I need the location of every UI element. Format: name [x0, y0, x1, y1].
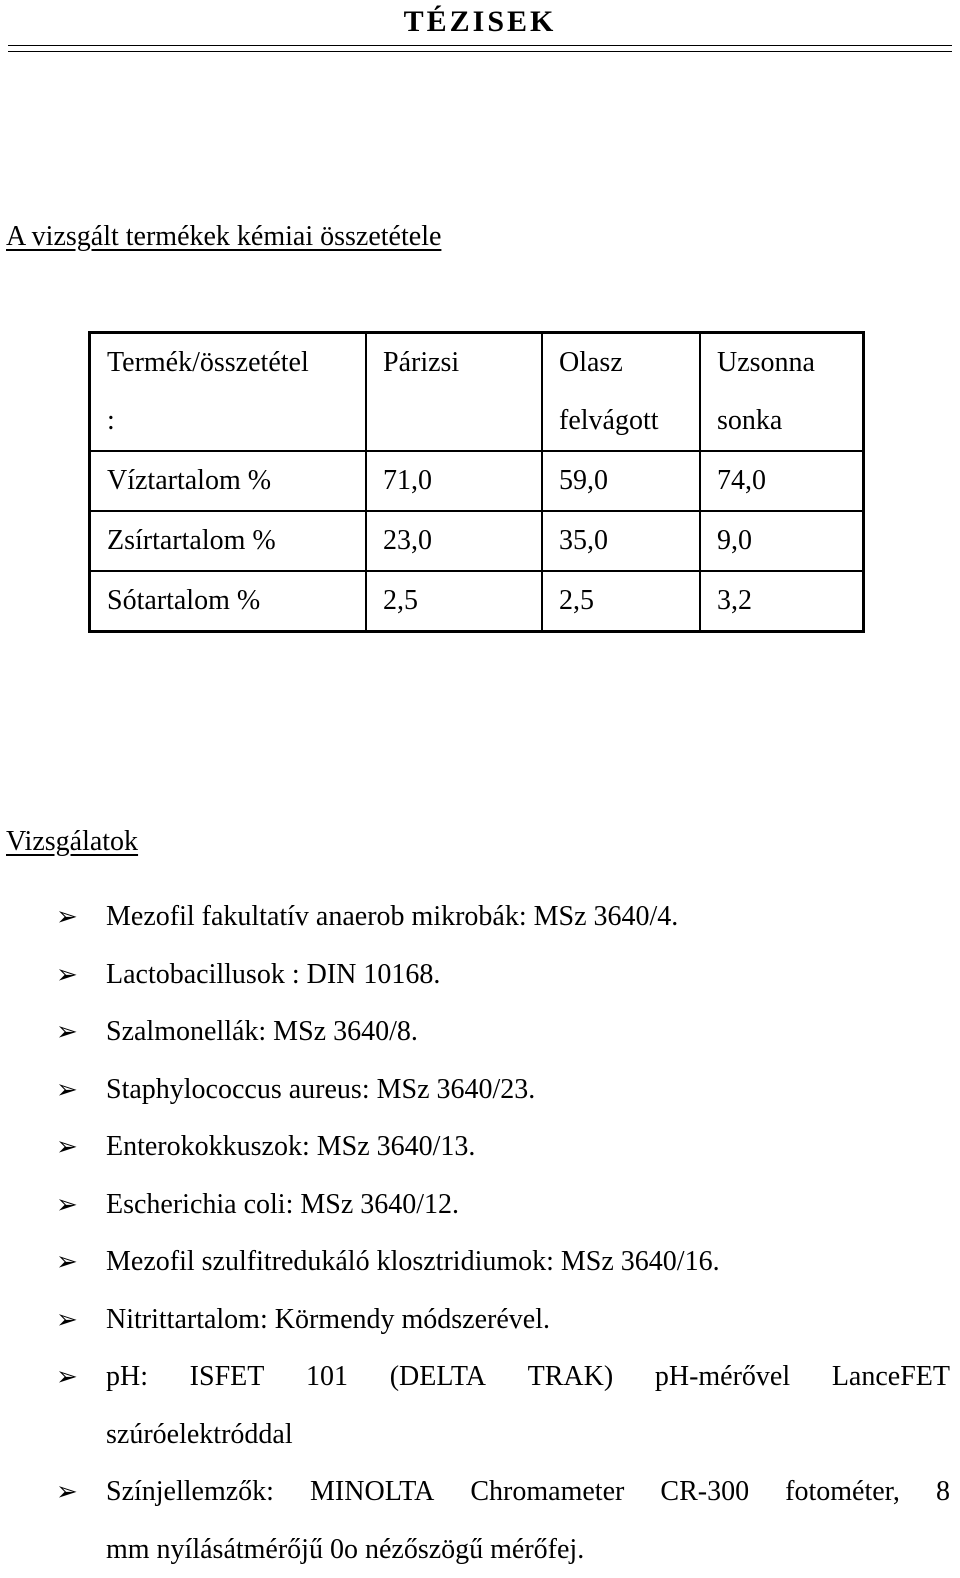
page-title: TÉZISEK — [0, 4, 960, 40]
list-item-text: Mezofil szulfitredukáló klosztridiumok: MSz 3640/16. — [106, 1246, 720, 1277]
arrow-bullet-icon: ➢ — [56, 1348, 78, 1406]
table-cell: 59,0 — [542, 451, 700, 511]
header-cell — [700, 333, 864, 452]
composition-table — [88, 331, 865, 633]
word: ISFET — [190, 1348, 265, 1406]
list-item — [0, 1061, 950, 1119]
list-item-text: Szalmonellák: MSz 3640/8. — [106, 1016, 418, 1047]
arrow-bullet-icon: ➢ — [56, 1003, 78, 1061]
word: pH-mérővel — [655, 1348, 790, 1406]
header-cell — [366, 333, 542, 452]
word: fotométer, — [785, 1463, 900, 1521]
table-cell: Sótartalom % — [90, 571, 367, 632]
word: LanceFET — [832, 1348, 950, 1406]
arrow-bullet-icon: ➢ — [56, 1176, 78, 1234]
arrow-bullet-icon: ➢ — [56, 1233, 78, 1291]
list-item-text: Enterokokkuszok: MSz 3640/13. — [106, 1131, 475, 1162]
composition-heading: A vizsgált termékek kémiai összetétele — [6, 220, 441, 254]
tests-list — [0, 888, 950, 1578]
table-cell: 3,2 — [700, 571, 864, 632]
header-line: Olasz — [559, 347, 623, 378]
list-item — [0, 1233, 950, 1291]
list-item — [0, 888, 950, 946]
table-cell: 74,0 — [700, 451, 864, 511]
header-line: sonka — [717, 405, 782, 436]
arrow-bullet-icon: ➢ — [56, 1291, 78, 1349]
arrow-bullet-icon: ➢ — [56, 946, 78, 1004]
list-item-text: Lactobacillusok : DIN 10168. — [106, 959, 440, 990]
header-line: felvágott — [559, 405, 659, 436]
tests-heading: Vizsgálatok — [6, 825, 138, 859]
word: (DELTA — [390, 1348, 486, 1406]
list-item-line: szúróelektróddal — [106, 1406, 950, 1464]
word: 8 — [936, 1463, 950, 1521]
word: Színjellemzők: — [106, 1463, 274, 1521]
list-item — [0, 1291, 950, 1349]
list-item-line — [106, 1463, 950, 1521]
list-item-line — [106, 1348, 950, 1406]
word: 101 — [306, 1348, 348, 1406]
table-cell: 23,0 — [366, 511, 542, 571]
word: CR-300 — [660, 1463, 749, 1521]
list-item — [0, 1118, 950, 1176]
title-rule-top — [8, 45, 952, 46]
title-rule-bottom — [8, 51, 952, 52]
table-cell: 9,0 — [700, 511, 864, 571]
list-item — [0, 946, 950, 1004]
list-item-text: Staphylococcus aureus: MSz 3640/23. — [106, 1074, 535, 1105]
header-line: Uzsonna — [717, 347, 815, 378]
word: MINOLTA — [310, 1463, 434, 1521]
list-item-color — [0, 1463, 950, 1578]
table-row — [90, 511, 864, 571]
header-cell — [90, 333, 367, 452]
table-cell: 35,0 — [542, 511, 700, 571]
table-cell: Zsírtartalom % — [90, 511, 367, 571]
header-cell — [542, 333, 700, 452]
arrow-bullet-icon: ➢ — [56, 1061, 78, 1119]
table-cell: Víztartalom % — [90, 451, 367, 511]
table-row — [90, 571, 864, 632]
list-item-ph — [0, 1348, 950, 1463]
table-header-row — [90, 333, 864, 452]
header-line: Párizsi — [383, 347, 459, 378]
list-item-text: Escherichia coli: MSz 3640/12. — [106, 1189, 459, 1220]
table-cell: 71,0 — [366, 451, 542, 511]
list-item-text: Mezofil fakultatív anaerob mikrobák: MSz 3640/4. — [106, 901, 678, 932]
list-item-line: mm nyílásátmérőjű 0o nézőszögű mérőfej. — [106, 1521, 950, 1578]
table-cell: 2,5 — [542, 571, 700, 632]
table-cell: 2,5 — [366, 571, 542, 632]
table-row — [90, 451, 864, 511]
word: TRAK) — [528, 1348, 614, 1406]
arrow-bullet-icon: ➢ — [56, 1118, 78, 1176]
arrow-bullet-icon: ➢ — [56, 888, 78, 946]
header-line: Termék/összetétel — [107, 347, 309, 378]
list-item-text: Nitrittartalom: Körmendy módszerével. — [106, 1304, 550, 1335]
word: Chromameter — [470, 1463, 624, 1521]
header-line: : — [107, 405, 115, 436]
list-item — [0, 1003, 950, 1061]
arrow-bullet-icon: ➢ — [56, 1463, 78, 1521]
word: pH: — [106, 1348, 148, 1406]
list-item — [0, 1176, 950, 1234]
